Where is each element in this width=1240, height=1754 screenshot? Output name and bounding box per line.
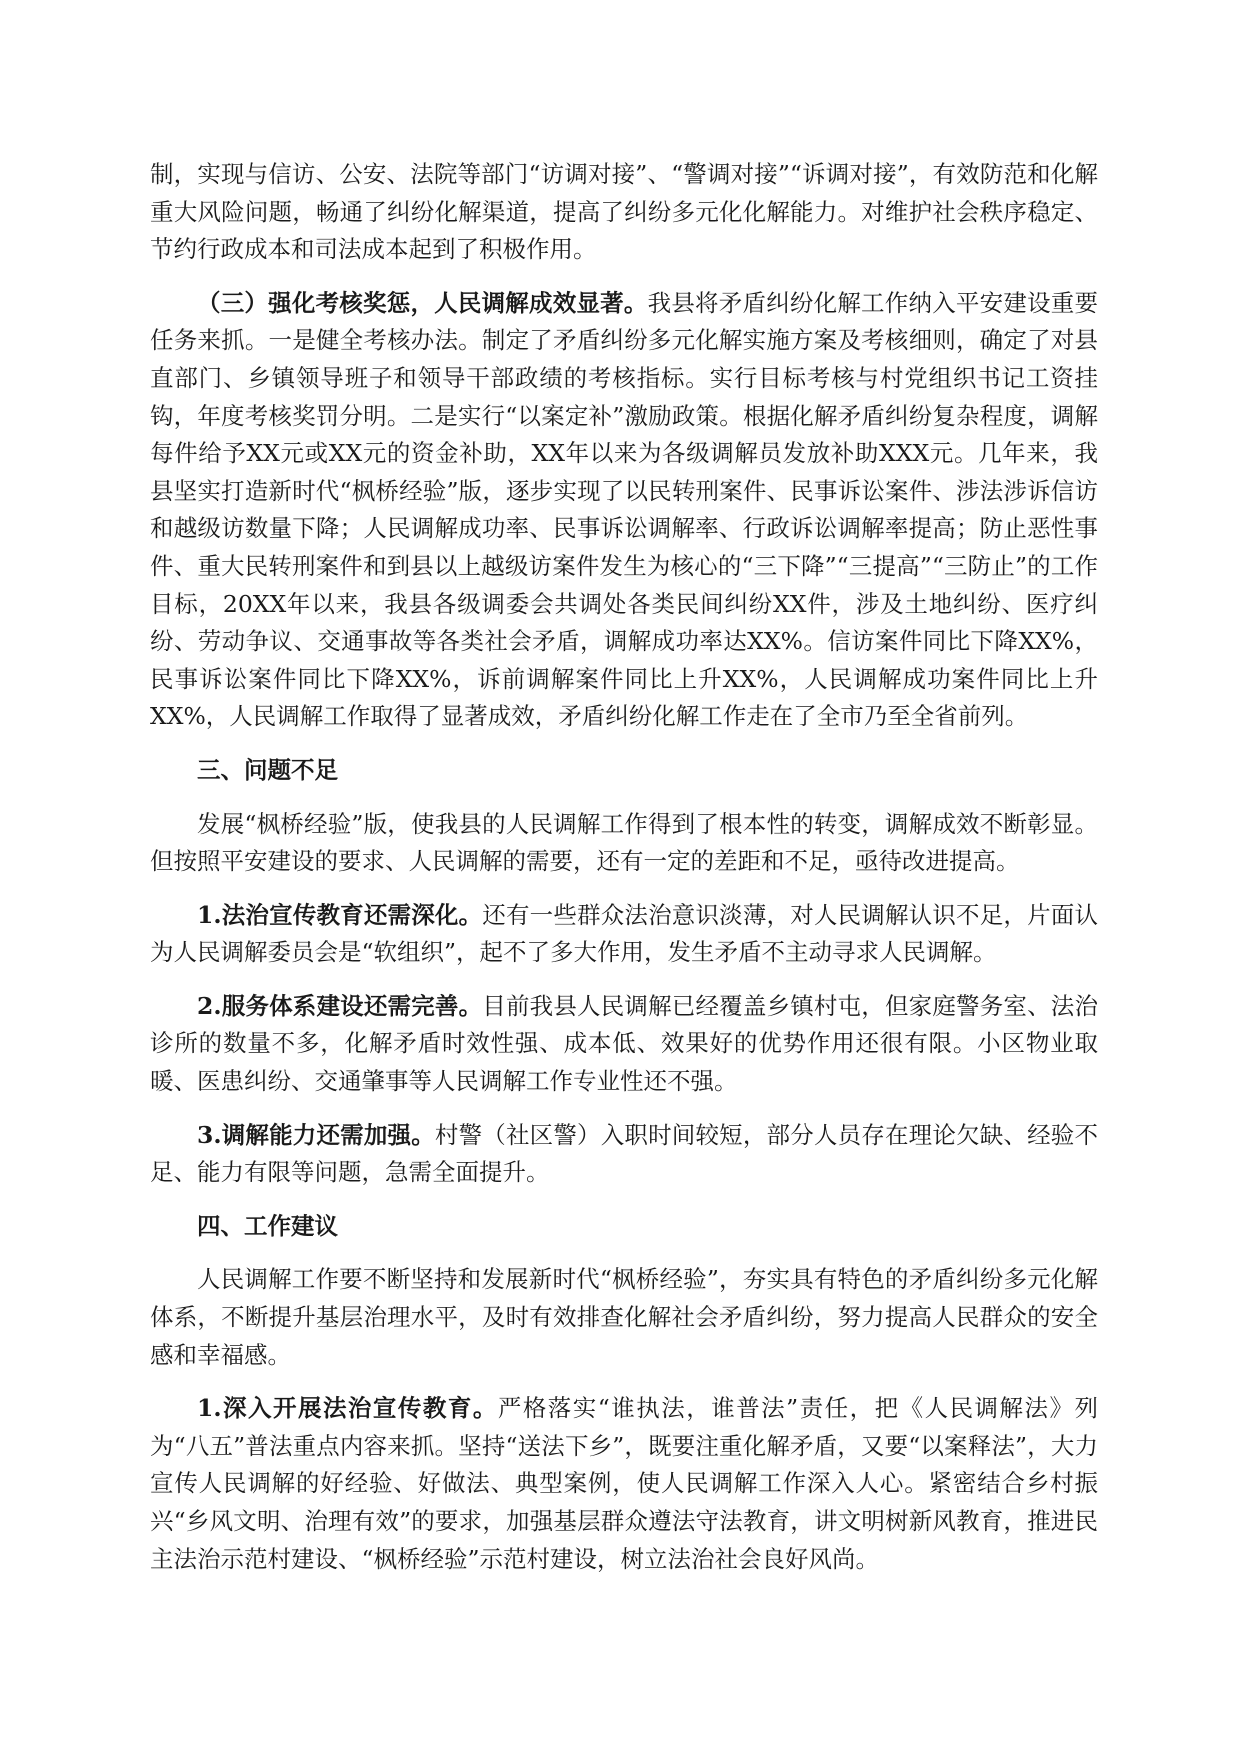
paragraph-text: 我县将矛盾纠纷化解工作纳入平安建设重要任务来抓。一是健全考核办法。制定了矛盾纠纷多元化解实施方案及考核细则，确定了对县直部门、乡镇领导班子和领导干部政绩的考核指标。实行目标考核与村党组织书记工资挂钩，年度考核奖罚分明。二是实行“以案定补”激励政策。根据化解矛盾纠纷复杂程度，调解每件给予XX元或XX元的资金补助，XX年以来为各级调解员发放补助XXX元。几年来，我县坚实打造新时代“枫桥经验”版，逐步实现了以民转刑案件、民事诉讼案件、涉法涉诉信访和越级访数量下降；人民调解成功率、民事诉讼调解率、行政诉讼调解率提高；防止恶性事件、重大民转刑案件和到县以上越级访案件发生为核心的“三下降”“三提高”“三防止”的工作目标，20XX年以来，我县各级调委会共调处各类民间纠纷XX件，涉及土地纠纷、医疗纠纷、劳动争议、交通事故等各类社会矛盾，调解成功率达XX%。信访案件同比下降XX%，民事诉讼案件同比下降XX%，诉前调解案件同比上升XX%，人民调解成功案件同比上升XX%，人民调解工作取得了显著成效，矛盾纠纷化解工作走在了全市乃至全省前列。: [150, 288, 1099, 731]
paragraph-text: 村警（社区警）入职时间较短，部分人员存在理论欠缺、经验不足、能力有限等问题，急需全面提升。: [150, 1120, 1098, 1187]
section-heading-problems: 三、问题不足: [197, 755, 338, 784]
paragraph-text: 严格落实“谁执法，谁普法”责任，把《人民调解法》列为“八五”普法重点内容来抓。坚持“送法下乡”，既要注重化解矛盾，又要“以案释法”，大力宣传人民调解的好经验、好做法、典型案例，使人民调解工作深入人心。紧密结合乡村振兴“乡风文明、治理有效”的要求，加强基层群众遵法守法教育，讲文明树新风教育，推进民主法治示范村建设、“枫桥经验”示范村建设，树立法治社会良好风尚。: [150, 1394, 1098, 1573]
paragraph-problem-1: [150, 897, 1098, 972]
document-body: [150, 156, 1098, 1594]
paragraph-suggestions-intro: 人民调解工作要不断坚持和发展新时代“枫桥经验”，夯实具有特色的矛盾纠纷多元化解体系，不断提升基层治理水平，及时有效排查化解社会矛盾纠纷，努力提高人民群众的安全感和幸福感。: [150, 1265, 1098, 1369]
paragraph-problems-intro: 发展“枫桥经验”版，使我县的人民调解工作得到了根本性的转变，调解成效不断彰显。但按照平安建设的要求、人民调解的需要，还有一定的差距和不足，亟待改进提高。: [150, 809, 1098, 876]
paragraph-problem-3: [150, 1117, 1098, 1192]
paragraph-lead: 2.服务体系建设还需完善。: [197, 991, 483, 1020]
paragraph-continued: 制，实现与信访、公安、法院等部门“访调对接”、“警调对接”“诉调对接”，有效防范和化解重大风险问题，畅通了纠纷化解渠道，提高了纠纷多元化化解能力。对维护社会秩序稳定、节约行政成本和司法成本起到了积极作用。: [150, 160, 1098, 264]
paragraph-problem-2: [150, 988, 1098, 1101]
paragraph-assessment: [150, 285, 1098, 736]
paragraph-text: 目前我县人民调解已经覆盖乡镇村屯，但家庭警务室、法治诊所的数量不多，化解矛盾时效性强、成本低、效果好的优势作用还很有限。小区物业取暖、医患纠纷、交通肇事等人民调解工作专业性还不强。: [150, 991, 1098, 1096]
paragraph-lead: （三）强化考核奖惩，人民调解成效显著。: [197, 288, 648, 317]
paragraph-text: 还有一些群众法治意识淡薄，对人民调解认识不足，片面认为人民调解委员会是“软组织”，起不了多大作用，发生矛盾不主动寻求人民调解。: [150, 900, 1098, 967]
paragraph-lead: 3.调解能力还需加强。: [197, 1120, 435, 1149]
paragraph-lead: 1.深入开展法治宣传教育。: [197, 1394, 498, 1423]
paragraph-lead: 1.法治宣传教育还需深化。: [197, 900, 483, 929]
paragraph-suggestion-1: [150, 1390, 1098, 1578]
section-heading-suggestions: 四、工作建议: [197, 1211, 338, 1240]
